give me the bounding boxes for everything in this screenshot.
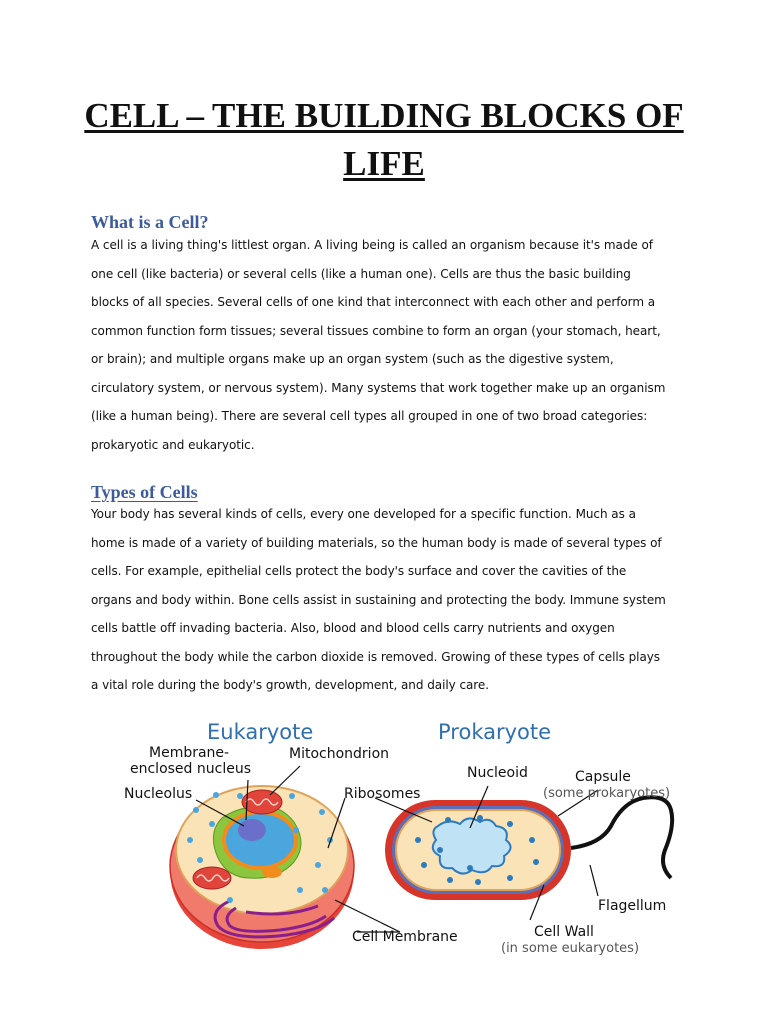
section-paragraph-what-is-a-cell <box>91 231 691 459</box>
section-paragraph-types-of-cells <box>91 500 691 700</box>
paragraph-line: one cell (like bacteria) or several cells (like a human one). Cells are thus the basic building <box>91 266 631 281</box>
paragraph-line: Your body has several kinds of cells, every one developed for a specific function. Much as a <box>91 507 636 521</box>
paragraph-line: throughout the body while the carbon dioxide is removed. Growing of these types of cells plays <box>91 649 661 664</box>
paragraph-line: a vital role during the body's growth, development, and daily care. <box>91 678 490 692</box>
nucleolus-label: Nucleolus <box>124 786 193 802</box>
capsule-note: (some prokaryotes) <box>543 786 671 801</box>
membrane-label-line-2: enclosed nucleus <box>130 761 251 777</box>
paragraph-line: circulatory system, or nervous system). Many systems that work together make up an organism <box>91 380 666 395</box>
paragraph-line: common function form tissues; several tissues combine to form an organ (your stomach, heart, <box>91 323 661 338</box>
eukaryote-cell <box>170 786 354 949</box>
cell-diagram <box>0 700 768 980</box>
paragraph-line: cells. For example, epithelial cells protect the body's surface and cover the cavities of the <box>91 564 627 578</box>
paragraph-line: (like a human being). There are several cell types all grouped in one of two broad categories: <box>91 409 648 423</box>
paragraph-line: blocks of all species. Several cells of one kind that interconnect with each other and perform a <box>91 295 656 309</box>
cell-wall-label: Cell Wall <box>534 924 594 940</box>
nucleoid-shape <box>433 818 511 873</box>
nucleolus-shape <box>238 819 266 841</box>
flagellum-shape <box>571 797 672 878</box>
section-heading-types-of-cells: Types of Cells <box>91 482 198 502</box>
nucleoid-label: Nucleoid <box>467 765 528 781</box>
page-title: CELL – THE BUILDING BLOCKS OF LIFE <box>84 96 684 183</box>
paragraph-line: organs and body within. Bone cells assist in sustaining and protecting the body. Immune system <box>91 592 666 607</box>
ribosomes-label: Ribosomes <box>344 786 421 802</box>
eukaryote-title: Eukaryote <box>207 720 314 744</box>
prokaryote-cell <box>385 797 672 900</box>
membrane-label-line-1: Membrane- <box>149 745 230 761</box>
capsule-label: Capsule <box>575 769 631 785</box>
paragraph-line: A cell is a living thing's littlest organ. A living being is called an organism because it's made of <box>91 238 653 252</box>
cell-membrane-label: Cell Membrane <box>352 929 458 945</box>
paragraph-line: home is made of a variety of building materials, so the human body is made of several types of <box>91 535 662 550</box>
mitochondrion-label: Mitochondrion <box>289 746 390 762</box>
paragraph-line: or brain); and multiple organs make up an organ system (such as the digestive system, <box>91 352 614 366</box>
prokaryote-title: Prokaryote <box>438 720 552 744</box>
paragraph-line: cells battle off invading bacteria. Also, blood and blood cells carry nutrients and oxygen <box>91 621 615 635</box>
flagellum-label: Flagellum <box>598 898 667 914</box>
cell-wall-note: (in some eukaryotes) <box>501 941 640 956</box>
membrane-enclosed-nucleus-label <box>130 745 251 777</box>
section-heading-what-is-a-cell: What is a Cell? <box>91 212 209 232</box>
paragraph-line: prokaryotic and eukaryotic. <box>91 437 255 452</box>
